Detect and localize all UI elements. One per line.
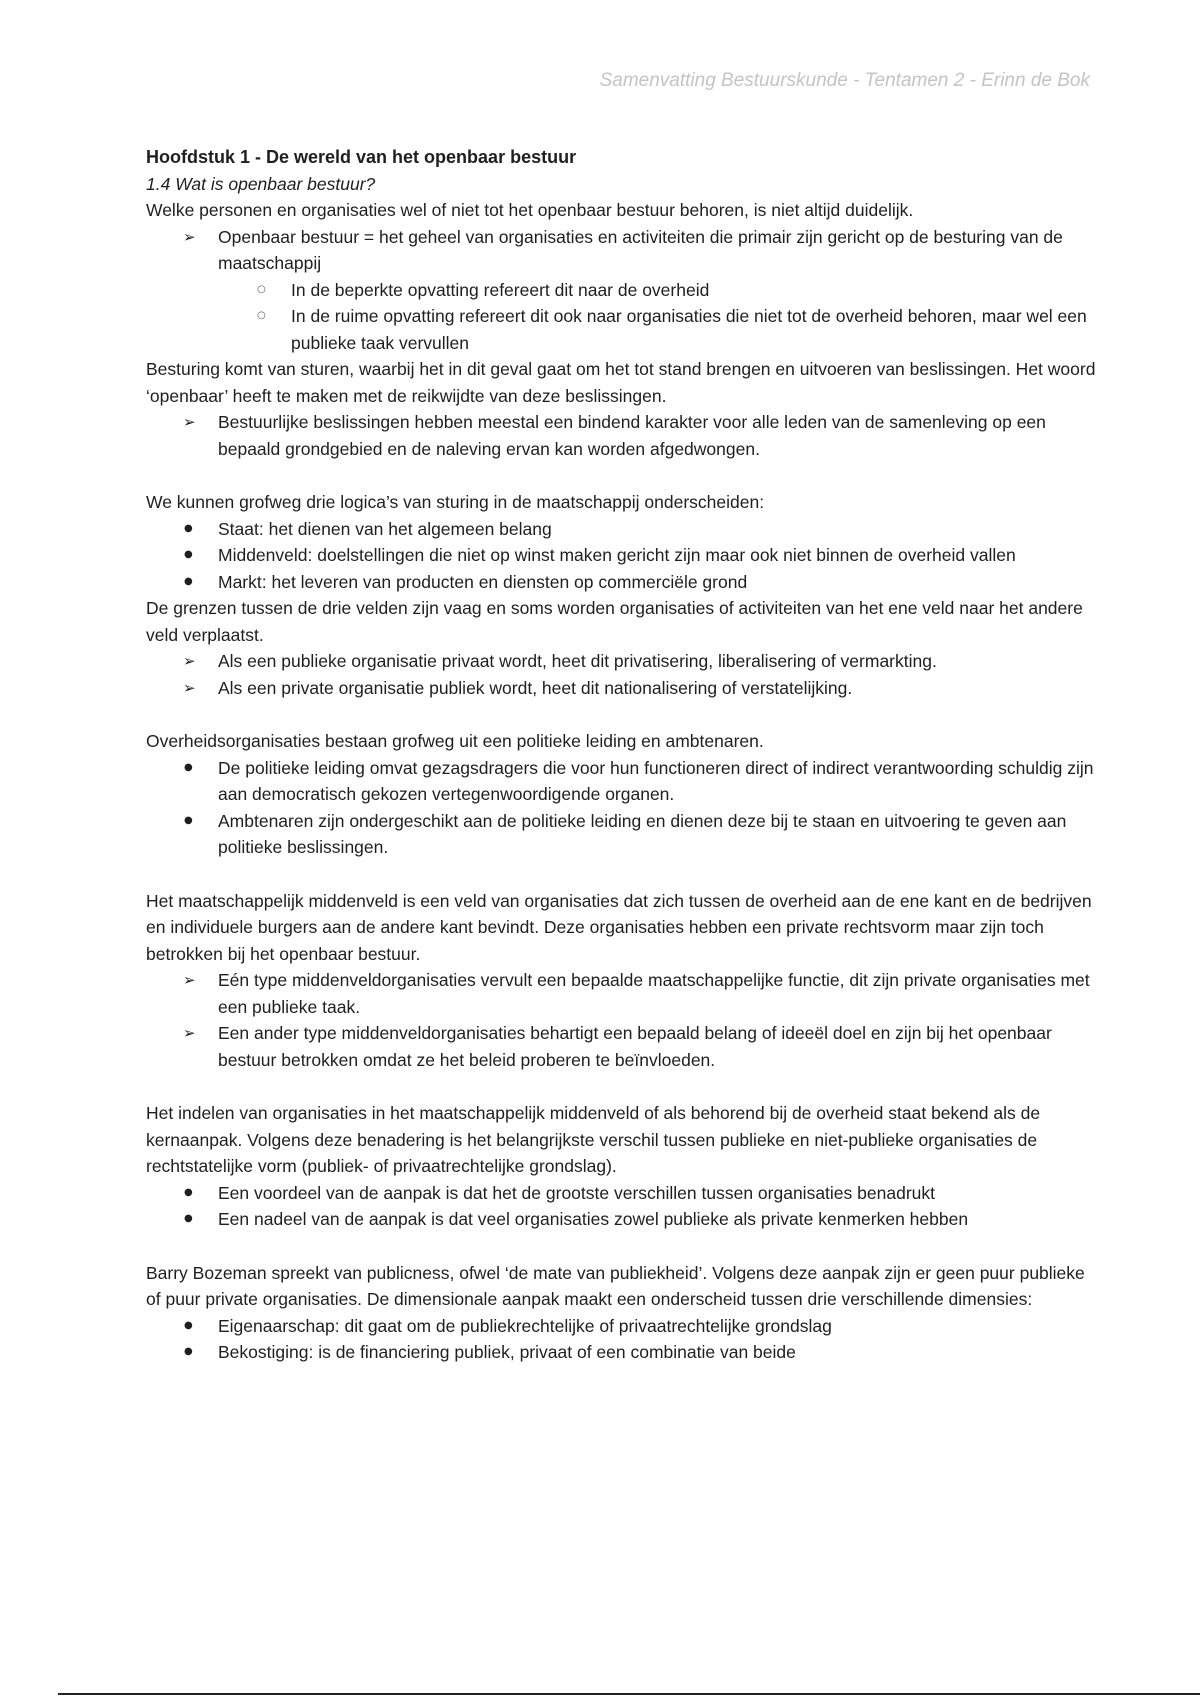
arrow-list [146,648,1096,701]
page-header: Samenvatting Bestuurskunde - Tentamen 2 - Erinn de Bok [599,70,1090,91]
paragraph: Het maatschappelijk middenveld is een veld van organisaties dat zich tussen de overheid aan de ene kant en de bedrijven en individuele burgers aan de andere kant bevindt. Deze organisaties hebben een private rechtsvorm maar zijn toch betrokken bij het openbaar bestuur. [146,890,1092,964]
bullet-item: ● Een voordeel van de aanpak is dat het de grootste verschillen tussen organisaties benadrukt [146,1180,1096,1207]
arrow-item: ➢ Als een private organisatie publiek wordt, heet dit nationalisering of verstatelijking. [146,675,1096,702]
section-title: 1.4 Wat is openbaar bestuur? [146,173,376,194]
paragraph: De grenzen tussen de drie velden zijn vaag en soms worden organisaties of activiteiten van het ene veld naar het andere veld verplaatst. [146,598,1083,645]
paragraph: Besturing komt van sturen, waarbij het in dit geval gaat om het tot stand brengen en uitvoeren van beslissingen. Het woord ‘openbaar’ heeft te maken met de reikwijdte van deze beslissingen. [146,359,1096,406]
chapter-title: Hoofdstuk 1 - De wereld van het openbaar bestuur [146,147,577,167]
bullet-item: ● Ambtenaren zijn ondergeschikt aan de politieke leiding en dienen deze bij te staan en uitvoering te geven aan politieke beslissingen. [146,808,1096,861]
bullet-item: ● Markt: het leveren van producten en diensten op commerciële grond [146,569,1096,596]
arrow-list [146,967,1096,1073]
circle-list [146,277,1096,357]
paragraph: Overheidsorganisaties bestaan grofweg uit een politieke leiding en ambtenaren. [146,731,764,751]
circle-item: ○ In de ruime opvatting refereert dit ook naar organisaties die niet tot de overheid behoren, maar wel een publieke taak vervullen [146,303,1096,356]
paragraph: Barry Bozeman spreekt van publicness, ofwel ‘de mate van publiekheid’. Volgens deze aanpak zijn er geen puur publieke of puur private organisaties. De dimensionale aanpak maakt een onderscheid tussen drie verschillende dimensies: [146,1262,1085,1309]
bullet-list [146,1313,1096,1366]
bullet-list [146,1180,1096,1233]
footer-divider [58,1693,1200,1695]
arrow-list [146,409,1096,462]
arrow-item: ➢ Een ander type middenveldorganisaties behartigt een bepaald belang of ideeël doel en zijn bij het openbaar bestuur betrokken omdat ze het beleid proberen te beïnvloeden. [146,1020,1096,1073]
bullet-item: ● Een nadeel van de aanpak is dat veel organisaties zowel publieke als private kenmerken hebben [146,1206,1096,1233]
arrow-list [146,224,1096,277]
circle-item: ○ In de beperkte opvatting refereert dit naar de overheid [146,277,1096,304]
arrow-item: ➢ Eén type middenveldorganisaties vervult een bepaalde maatschappelijke functie, dit zijn private organisaties met een publieke taak. [146,967,1096,1020]
bullet-item: ● Staat: het dienen van het algemeen belang [146,516,1096,543]
bullet-item: ● Eigenaarschap: dit gaat om de publiekrechtelijke of privaatrechtelijke grondslag [146,1313,1096,1340]
arrow-item: ➢ Als een publieke organisatie privaat wordt, heet dit privatisering, liberalisering of vermarkting. [146,648,1096,675]
bullet-item: ● De politieke leiding omvat gezagsdragers die voor hun functioneren direct of indirect verantwoording schuldig zijn aan democratisch gekozen vertegenwoordigende organen. [146,755,1096,808]
bullet-list [146,516,1096,596]
paragraph: Het indelen van organisaties in het maatschappelijk middenveld of als behorend bij de overheid staat bekend als de kernaanpak. Volgens deze benadering is het belangrijkste verschil tussen publieke en niet-publieke organisaties de rechtstatelijke vorm (publiek- of privaatrechtelijke grondslag). [146,1103,1041,1176]
document-body [146,144,1096,1366]
bullet-item: ● Bekostiging: is de financiering publiek, privaat of een combinatie van beide [146,1339,1096,1366]
bullet-list [146,755,1096,861]
arrow-item: ➢ Openbaar bestuur = het geheel van organisaties en activiteiten die primair zijn gericht op de besturing van de maatschappij [146,224,1096,277]
paragraph: We kunnen grofweg drie logica’s van sturing in de maatschappij onderscheiden: [146,492,765,512]
paragraph: Welke personen en organisaties wel of niet tot het openbaar bestuur behoren, is niet altijd duidelijk. [146,200,914,220]
arrow-item: ➢ Bestuurlijke beslissingen hebben meestal een bindend karakter voor alle leden van de samenleving op een bepaald grondgebied en de naleving ervan kan worden afgedwongen. [146,409,1096,462]
bullet-item: ● Middenveld: doelstellingen die niet op winst maken gericht zijn maar ook niet binnen de overheid vallen [146,542,1096,569]
